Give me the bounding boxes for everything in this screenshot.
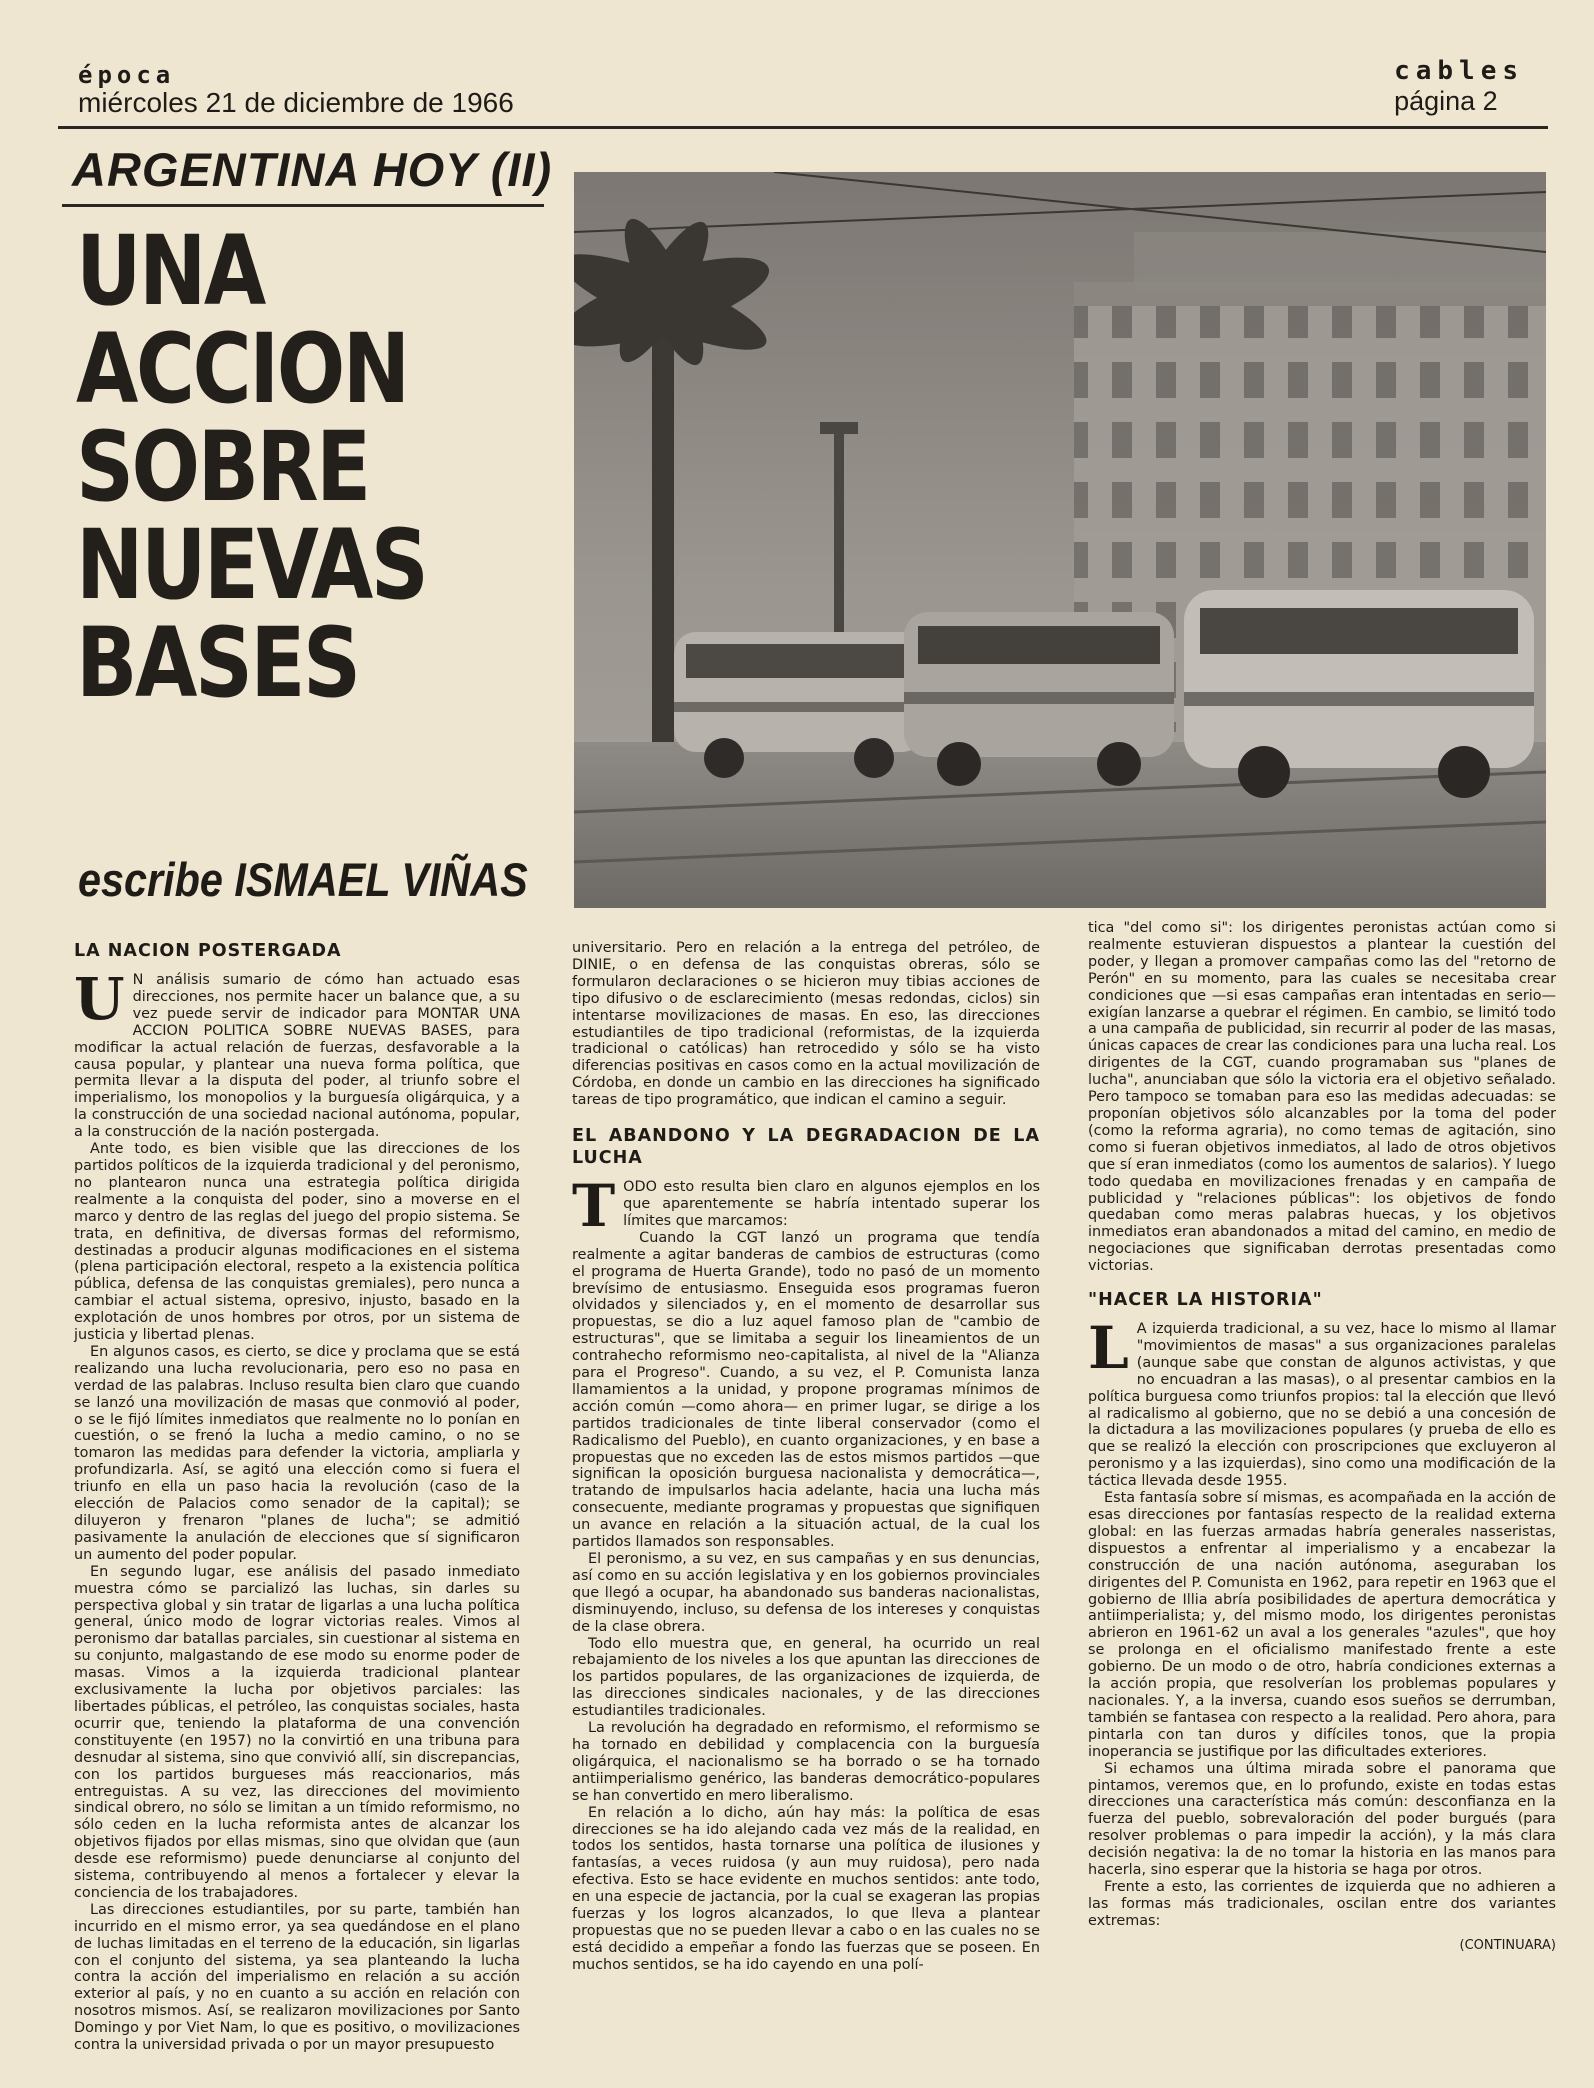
article-paragraph: Las direcciones estudiantiles, por su parte, también han incurrido en el mismo error, ya sea quedándose en el plano de luchas limitadas en el terreno de la educación, sin ligarlas con el conjunto del sistema, ya sea planteando la lucha contra la acción del imperialismo en relación a su acción exterior al país, y no en cuanto a su acción en relación con nosotros mismos. Así, se realizaron movilizaciones por Santo Domingo y por Viet Nam, lo que es positivo, o movilizaciones contra la universidad privada o por un mayor presupuesto <box>74 1901 520 2054</box>
article-paragraph: En relación a lo dicho, aún hay más: la política de esas direcciones se ha ido alejando cada vez más de la realidad, en todos los sentidos, hasta tornarse una política de ilusiones y fantasías, a veces ruidosa (y aun muy ruidosa), pero nada efectiva. Esto se hace evidente en muchos sentidos: ante todo, en una especie de jactancia, por la cual se exageran las propias fuerzas y los logros alcanzados, lo que lleva a plantear propuestas que no se pueden llevar a cabo o en las cuales no se está decidido a empeñar a fondo las fuerzas que se poseen. En muchos sentidos, se ha ido cayendo en una polí- <box>572 1804 1040 1973</box>
paragraph-text: ODO esto resulta bien claro en algunos ejemplos en los que aparentemente se habría intentado superar los límites que marcamos: <box>623 1179 1040 1229</box>
article-paragraph: Esta fantasía sobre sí mismas, es acompañada en la acción de esas direcciones por fantasías respecto de la realidad externa global: en las fuerzas armadas habría generales nasseristas, dispuestos a enfrentar al imperialismo y a encabezar la construcción de una nación autónoma, aseguraban los dirigentes del P. Comunista en 1962, para repetir en 1963 que el gobierno de Illia abría posibilidades de apertura democrática y antiimperialista; y, del mismo modo, los dirigentes peronistas abrieron en 1961-62 un aval a los generales "azules", que hoy se prolonga en el oficialismo manifestado frente a este gobierno. De un modo o de otro, habría condiciones externas a la acción propia, que resolverían los problemas populares y nacionales. Y, a la inversa, cuando esos sueños se derrumban, también se fantasea con respecto a la realidad. Pero ahora, para pintarla con tan duros y difíciles tonos, que la propia inoperancia se justifique por las dificultades exteriores. <box>1088 1490 1556 1760</box>
article-paragraph: Cuando la CGT lanzó un programa que tendía realmente a agitar banderas de cambios de estructuras (como el programa de Huerta Grande), todo no pasó de un momento brevísimo de entusiasmo. Enseguida esos programas fueron olvidados y silenciados y, en el momento de desarrollar sus propuestas, se dio a luz aquel famoso plan de "cambio de estructuras", que se limitaba a seguir los lineamientos de un contrahecho reformismo neo-capitalista, al nivel de la "Alianza para el Progreso". Cuando, a su vez, el P. Comunista lanza llamamientos a la unidad, y propone programas mínimos de acción común —como ahora— en primer lugar, se dirige a los partidos tradicionales de tinte liberal conservador (como el Radicalismo del Pueblo), en cuanto organizaciones, y en base a propuestas que no exceden las de estos mismos partidos —que significan la oposición burguesa nacionalista y democrática—, tratando de impulsarlos hacia adelante, hacia una lucha más consecuente, mediante programas y propuestas que signifiquen un avance en relación a la situación actual, de la cual los partidos llamados son responsables. <box>572 1229 1040 1551</box>
article-paragraph: En algunos casos, es cierto, se dice y proclama que se está realizando una lucha revolucionaria, pero eso no pasa en verdad de las palabras. Incluso resulta bien claro que cuando se lanzó una movilización de masas que conmovió al poder, o se le fijó límites inmediatos que realmente no lo ponían en cuestión, o se frenó la lucha a medio camino, o no se tomaron las medidas para defender la victoria, ampliarla y profundizarla. Así, se agitó una elección como si fuera el triunfo en ella un paso hacia la revolución (caso de la elección de Palacios como senador de la capital); se diluyeron y frenaron "planes de lucha"; se admitió pasivamente la anulación de elecciones que sí significaron un aumento del poder popular. <box>74 1343 520 1563</box>
article-paragraph: El peronismo, a su vez, en sus campañas y en sus denuncias, así como en su acción legislativa y en los gobiernos provinciales que llegó a ocupar, ha abandonado sus banderas nacionalistas, disminuyendo, incluso, su defensa de los intereses y conquistas de la clase obrera. <box>572 1551 1040 1635</box>
article-paragraph: En segundo lugar, ese análisis del pasado inmediato muestra cómo se parcializó las luchas, sin darles su perspectiva global y sin tratar de ligarlas a una lucha política general, único modo de lograr victorias reales. Vimos al peronismo dar batallas parciales, sin cuestionar al sistema en su conjunto, malgastando de ese modo su enorme poder de masas. Vimos a la izquierda tradicional plantear exclusivamente la lucha por objetivos parciales: las libertades públicas, el petróleo, las conquistas sociales, hasta ocurrir que, teniendo la plataforma de una convención constituyente (en 1957) no la convirtió en una tribuna para desnudar al sistema, sino que convivió allí, sin discrepancias, con los partidos burgueses más reaccionarios, más entreguistas. A su vez, las direcciones del movimiento sindical obrero, no sólo se limitan a un tímido reformismo, no sólo ceden en la lucha reformista antes de alcanzar los objetivos fijados por ellas mismas, sino que olvidan que (aun desde ese reformismo) puede denunciarse al conjunto del sistema, contribuyendo al menos a fortalecer y elevar la conciencia de los trabajadores. <box>74 1563 520 1901</box>
series-rule <box>62 204 544 207</box>
headline-line: NUEVAS <box>76 509 427 621</box>
street-photo <box>574 172 1546 908</box>
section-subhead: LA NACION POSTERGADA <box>74 941 342 961</box>
article-paragraph <box>1088 1314 1556 1490</box>
article-paragraph: universitario. Pero en relación a la entrega del petróleo, de DINIE, o en defensa de las conquistas obreras, sólo se formularon declaraciones o se hicieron muy tibias acciones de tipo difusivo o de esclarecimiento (mesas redondas, ciclos) sin intentarse movilizaciones de masas. En eso, las direcciones estudiantiles de tipo tradicional (reformistas, de la izquierda tradicional o católicas) han retrocedido y sólo se ha visto diferencias positivas en casos como en la actual movilización de Córdoba, en donde un cambio en las direcciones ha significado tareas de tipo programático, que indican el camino a seguir. <box>572 940 1040 1109</box>
article-column-2 <box>572 940 1040 1974</box>
street-photo-drawing <box>574 172 1546 908</box>
drop-cap: U <box>74 965 125 1033</box>
section-subhead: EL ABANDONO Y LA DEGRADACION DE LA LUCHA <box>572 1126 1040 1169</box>
headline <box>76 215 427 719</box>
article-paragraph <box>74 965 520 1141</box>
drop-cap: T <box>572 1172 616 1241</box>
section-subhead: "HACER LA HISTORIA" <box>1088 1290 1323 1311</box>
publication-name: época <box>78 61 176 89</box>
headline-line: SOBRE <box>76 411 369 523</box>
section-name: cables <box>1394 56 1524 86</box>
paragraph-text: A izquierda tradicional, a su vez, hace lo mismo al llamar "movimientos de masas" a sus organizaciones paralelas (aunque sabe que constan de algunos activistas, y que no encuadran a las masas), o al presentar cambios en la política burguesa como triunfos propios: tal la elección que llevó al radicalismo al gobierno, que no se debió a una concesión de la dictadura a las movilizaciones populares (y prueba de ello es que se realizó la elección con proscripciones que excluyeron al peronismo y a las izquierdas), sino como una modificación de la táctica llevada desde 1955. <box>1088 1321 1556 1490</box>
headline-line: ACCION <box>76 313 408 425</box>
article-paragraph: La revolución ha degradado en reformismo, el reformismo se ha tornado en debilidad y complacencia con la burguesía oligárquica, el nacionalismo se ha borrado o se ha tornado antiimperialismo genérico, las banderas democrático-populares se han convertido en mero liberalismo. <box>572 1720 1040 1804</box>
article-column-1 <box>74 940 520 2054</box>
masthead-left <box>78 62 514 118</box>
masthead-rule <box>58 126 1548 129</box>
continued-note: (CONTINUARA) <box>1459 1937 1556 1953</box>
headline-line: UNA <box>76 215 264 327</box>
article-paragraph: Todo ello muestra que, en general, ha ocurrido un real rebajamiento de los niveles a los que apuntan las direcciones de los partidos populares, de las organizaciones de izquierda, de las direcciones sindicales nacionales, y de las direcciones estudiantiles tradicionales. <box>572 1635 1040 1720</box>
article-paragraph: Ante todo, es bien visible que las direcciones de los partidos políticos de la izquierda tradicional y del peronismo, no plantearon nunca una estrategia política dirigida realmente a la conquista del poder, sino a moverse en el marco y dentro de las reglas del juego del propio sistema. Se trata, en definitiva, de diversas formas del reformismo, destinadas a producir algunas modificaciones en el sistema (plena participación electoral, respeto a la existencia política pública, defensa de las conquistas gremiales), pero nunca a cambiar el actual sistema, opresivo, injusto, basado en la explotación de unos hombres por otros, por un sistema de justicia y libertad plenas. <box>74 1141 520 1344</box>
series-title: ARGENTINA HOY (II) <box>72 143 553 196</box>
article-paragraph: Si echamos una última mirada sobre el panorama que pintamos, veremos que, en lo profundo, existe en todas estas direcciones una característica más común: desconfianza en la fuerza del pueblo, sobrevaloración del poder burgués (para resolver problemas o para impedir la acción), y la más clara decisión negativa: la de no tomar la historia en las manos para hacerla, sino esperar que la historia se haga por otros. <box>1088 1760 1556 1879</box>
headline-line: BASES <box>76 607 359 719</box>
drop-cap: L <box>1088 1314 1129 1383</box>
article-paragraph: Frente a esto, las corrientes de izquierda que no adhieren a las formas más tradicionales, oscilan entre dos variantes extremas: <box>1088 1878 1556 1929</box>
page-number: página 2 <box>1394 86 1498 116</box>
article-paragraph <box>572 1172 1040 1241</box>
article-paragraph: tica "del como si": los dirigentes peronistas actúan como si realmente estuvieran dispuestos a plantear la cuestión del poder, y llegan a promover campañas como las del "retorno de Perón" en su momento, para las cuales se necesitaba crear condiciones que —si esas campañas eran intentadas en serio— exigían lanzarse a quebrar el régimen. En cambio, se limitó todo a una campaña de publicidad, sin recurrir al poder de las masas, únicas capaces de crear las condiciones para una lucha real. Los dirigentes de la CGT, cuando programaban sus "planes de lucha", anunciaban que sólo la victoria era el objetivo señalado. Pero tampoco se tomaban para eso las medidas adecuadas: se proponían objetivos sólo alcanzables por la toma del poder (como la reforma agraria), no como temas de agitación, sino como si fueran objetivos inmediatos, al lado de otros objetivos que sí eran inmediatos (como los aumentos de salarios). Y luego todo quedaba en movilizaciones frenadas y en campaña de publicidad y "relaciones públicas": los objetivos de fondo quedaban como meras palabras huecas, y los objetivos inmediatos eran abandonados a mitad del camino, en medio de negociaciones que significaban derrotas presentadas como victorias. <box>1088 920 1556 1275</box>
byline: escribe ISMAEL VIÑAS <box>78 853 528 906</box>
article-column-3 <box>1088 920 1556 1955</box>
paragraph-text: N análisis sumario de cómo han actuado esas direcciones, nos permite hacer un balance que, a su vez puede servir de indicador para MONTAR UNA ACCION POLITICA SOBRE NUEVAS BASES, para modificar la actual relación de fuerzas, desfavorable a la causa popular, y plantear una nueva forma política, que permita llevar a la disputa del poder, al triunfo sobre el imperialismo, los monopolios y la burguesía oligárquica, y a la construcción de una sociedad nacional autónoma, popular, a la construcción de la nación postergada. <box>74 972 520 1141</box>
masthead-right <box>1394 56 1524 116</box>
issue-date: miércoles 21 de diciembre de 1966 <box>78 87 514 118</box>
